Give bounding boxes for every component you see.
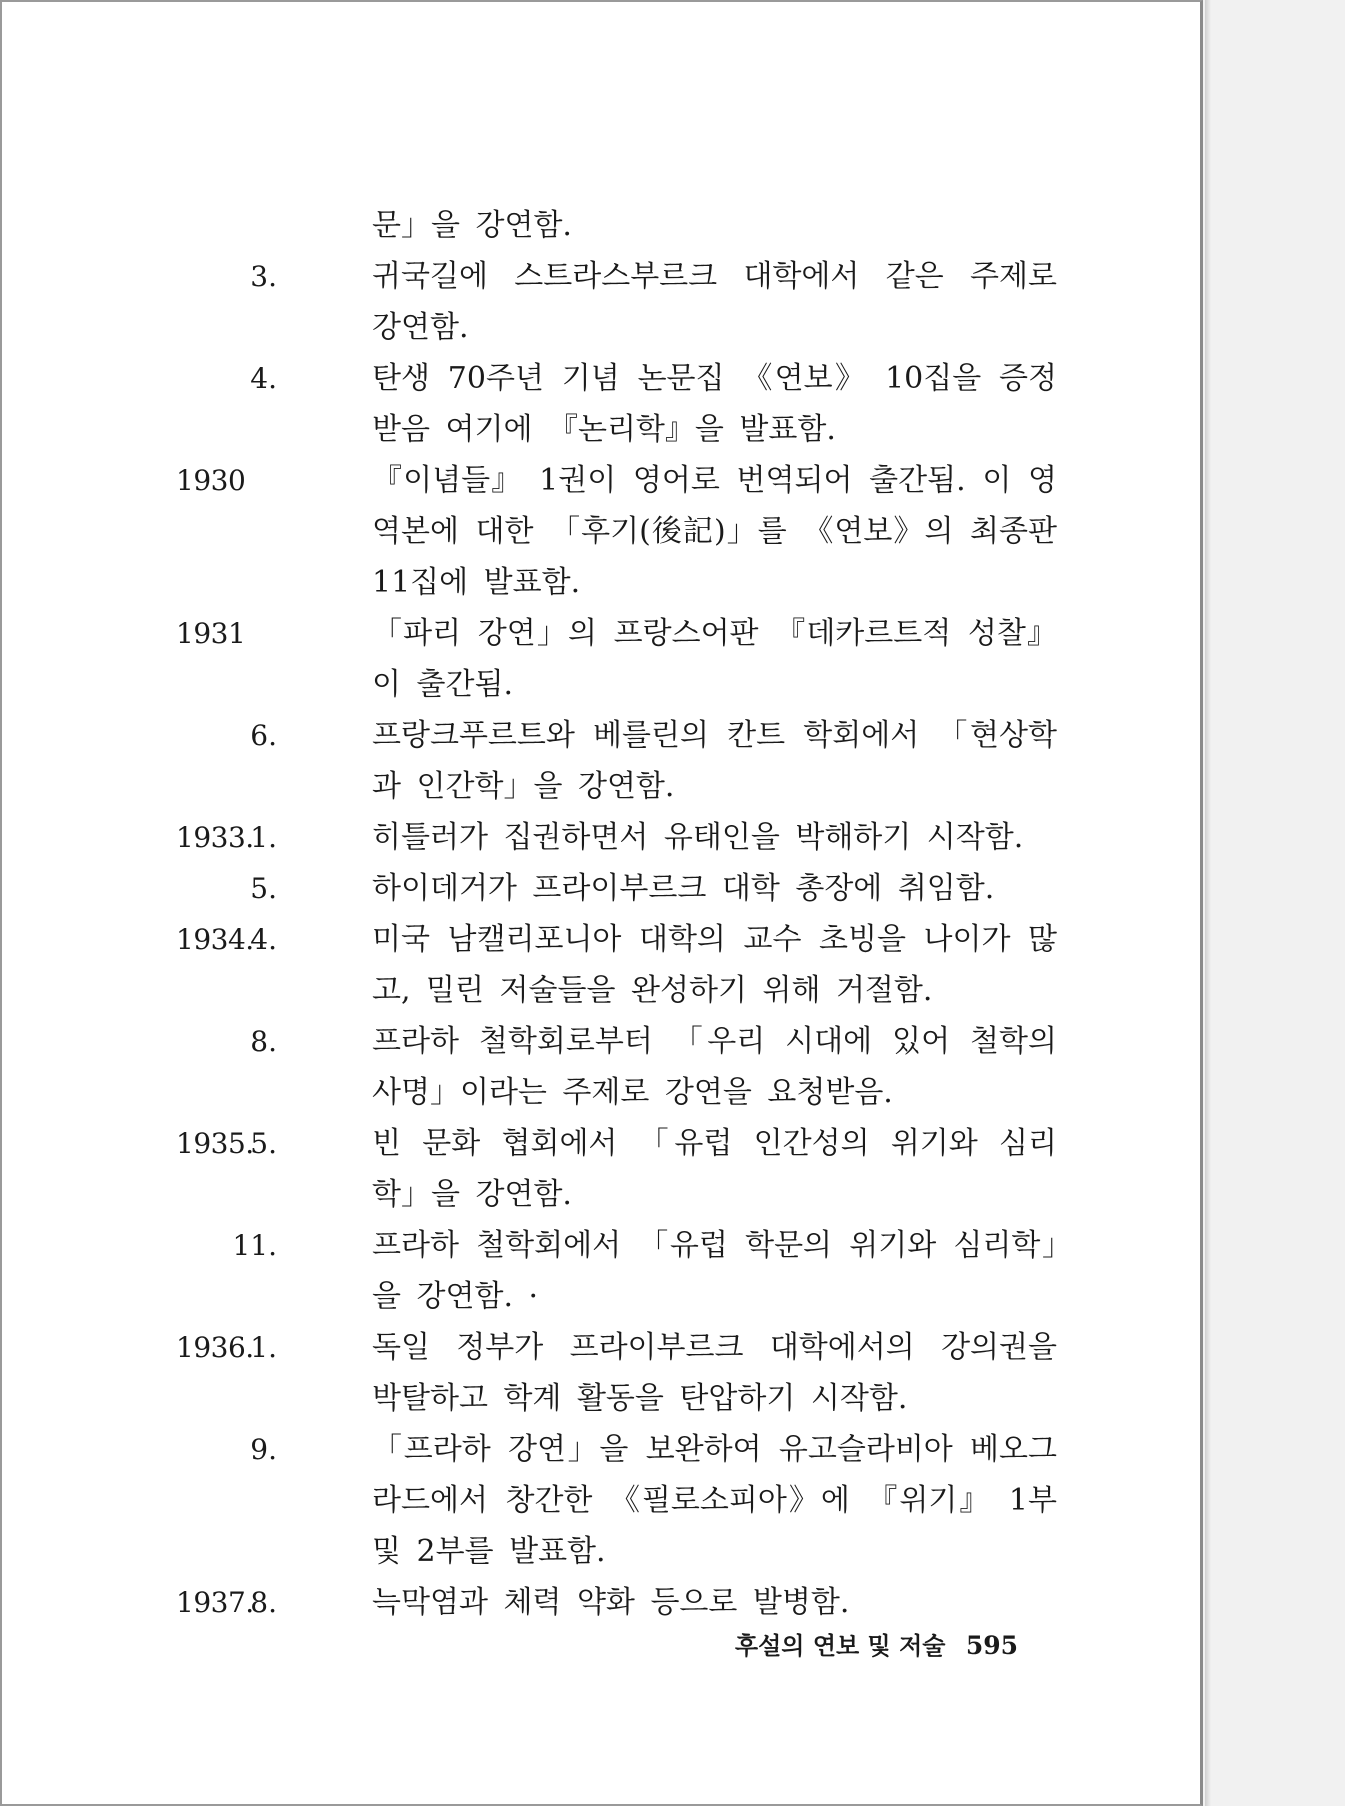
entry-text: 독일 정부가 프라이부르크 대학에서의 강의권을 박탈하고 학계 활동을 탄압하기 시작함. <box>372 1330 1057 1416</box>
entry-text: 빈 문화 협회에서 「유럽 인간성의 위기와 심리학」을 강연함. <box>372 1126 1057 1212</box>
chronology-entry <box>2 1220 1205 1322</box>
entry-month: 6. <box>250 719 277 752</box>
entry-year: 1936. <box>176 1331 254 1364</box>
chronology-entry <box>2 812 1205 863</box>
entry-year: 1931 <box>176 617 246 650</box>
entry-text: 귀국길에 스트라스부르크 대학에서 같은 주제로 강연함. <box>372 259 1057 345</box>
entry-text: 미국 남캘리포니아 대학의 교수 초빙을 나이가 많고, 밀린 저술들을 완성하기 위해 거절함. <box>372 922 1057 1008</box>
chronology-entry <box>2 1118 1205 1220</box>
entry-month: 4. <box>250 362 277 395</box>
entry-text: 하이데거가 프라이부르크 대학 총장에 취임함. <box>372 871 995 906</box>
chronology-entry <box>2 710 1205 812</box>
entry-text: 늑막염과 체력 약화 등으로 발병함. <box>372 1585 850 1620</box>
entry-year: 1933. <box>176 821 254 854</box>
entry-month: 9. <box>250 1433 277 1466</box>
page-edge-shadow <box>1205 0 1211 1806</box>
chronology-entry <box>2 863 1205 914</box>
chronology-entry <box>2 455 1205 608</box>
entry-month: 5. <box>250 1127 277 1160</box>
running-footer <box>735 1626 1018 1661</box>
entry-text: 『이념들』 1권이 영어로 번역되어 출간됨. 이 영역본에 대한 「후기(後記)」를 《연보》의 최종판 11집에 발표함. <box>372 463 1057 600</box>
chronology-entry <box>2 1016 1205 1118</box>
entry-text: 프랑크푸르트와 베를린의 칸트 학회에서 「현상학과 인간학」을 강연함. <box>372 718 1057 804</box>
entry-text: 「파리 강연」의 프랑스어판 『데카르트적 성찰』이 출간됨. <box>372 616 1057 702</box>
entry-month: 11. <box>232 1229 277 1262</box>
entry-text: 프라하 철학회에서 「유럽 학문의 위기와 심리학」을 강연함. · <box>372 1228 1057 1314</box>
entry-month: 8. <box>250 1586 277 1619</box>
chronology-entry <box>2 200 1205 251</box>
entry-month: 5. <box>250 872 277 905</box>
chronology-entry <box>2 353 1205 455</box>
entry-year: 1934. <box>176 923 254 956</box>
chronology-entry <box>2 251 1205 353</box>
entry-year: 1930 <box>176 464 246 497</box>
entry-text: 프라하 철학회로부터 「우리 시대에 있어 철학의 사명」이라는 주제로 강연을 요청받음. <box>372 1024 1057 1110</box>
entry-year: 1937. <box>176 1586 254 1619</box>
chronology-entry <box>2 914 1205 1016</box>
entry-text: 히틀러가 집권하면서 유태인을 박해하기 시작함. <box>372 820 1024 855</box>
entry-year: 1935. <box>176 1127 254 1160</box>
entry-month: 1. <box>250 1331 277 1364</box>
entry-month: 8. <box>250 1025 277 1058</box>
chronology-entry <box>2 608 1205 710</box>
chronology-entry <box>2 1322 1205 1424</box>
page-number: 595 <box>965 1631 1018 1660</box>
chronology-list <box>2 200 1205 1628</box>
footer-section-title: 후설의 연보 및 저술 <box>734 1632 946 1660</box>
entry-text: 「프라하 강연」을 보완하여 유고슬라비아 베오그라드에서 창간한 《필로소피아》에 『위기』 1부 및 2부를 발표함. <box>372 1432 1057 1569</box>
entry-month: 1. <box>250 821 277 854</box>
entry-text: 탄생 70주년 기념 논문집 《연보》 10집을 증정받음 여기에 『논리학』을 발표함. <box>372 361 1057 447</box>
chronology-entry <box>2 1577 1205 1628</box>
entry-text: 문」을 강연함. <box>372 208 572 243</box>
entry-month: 4. <box>250 923 277 956</box>
entry-month: 3. <box>250 260 277 293</box>
chronology-entry <box>2 1424 1205 1577</box>
